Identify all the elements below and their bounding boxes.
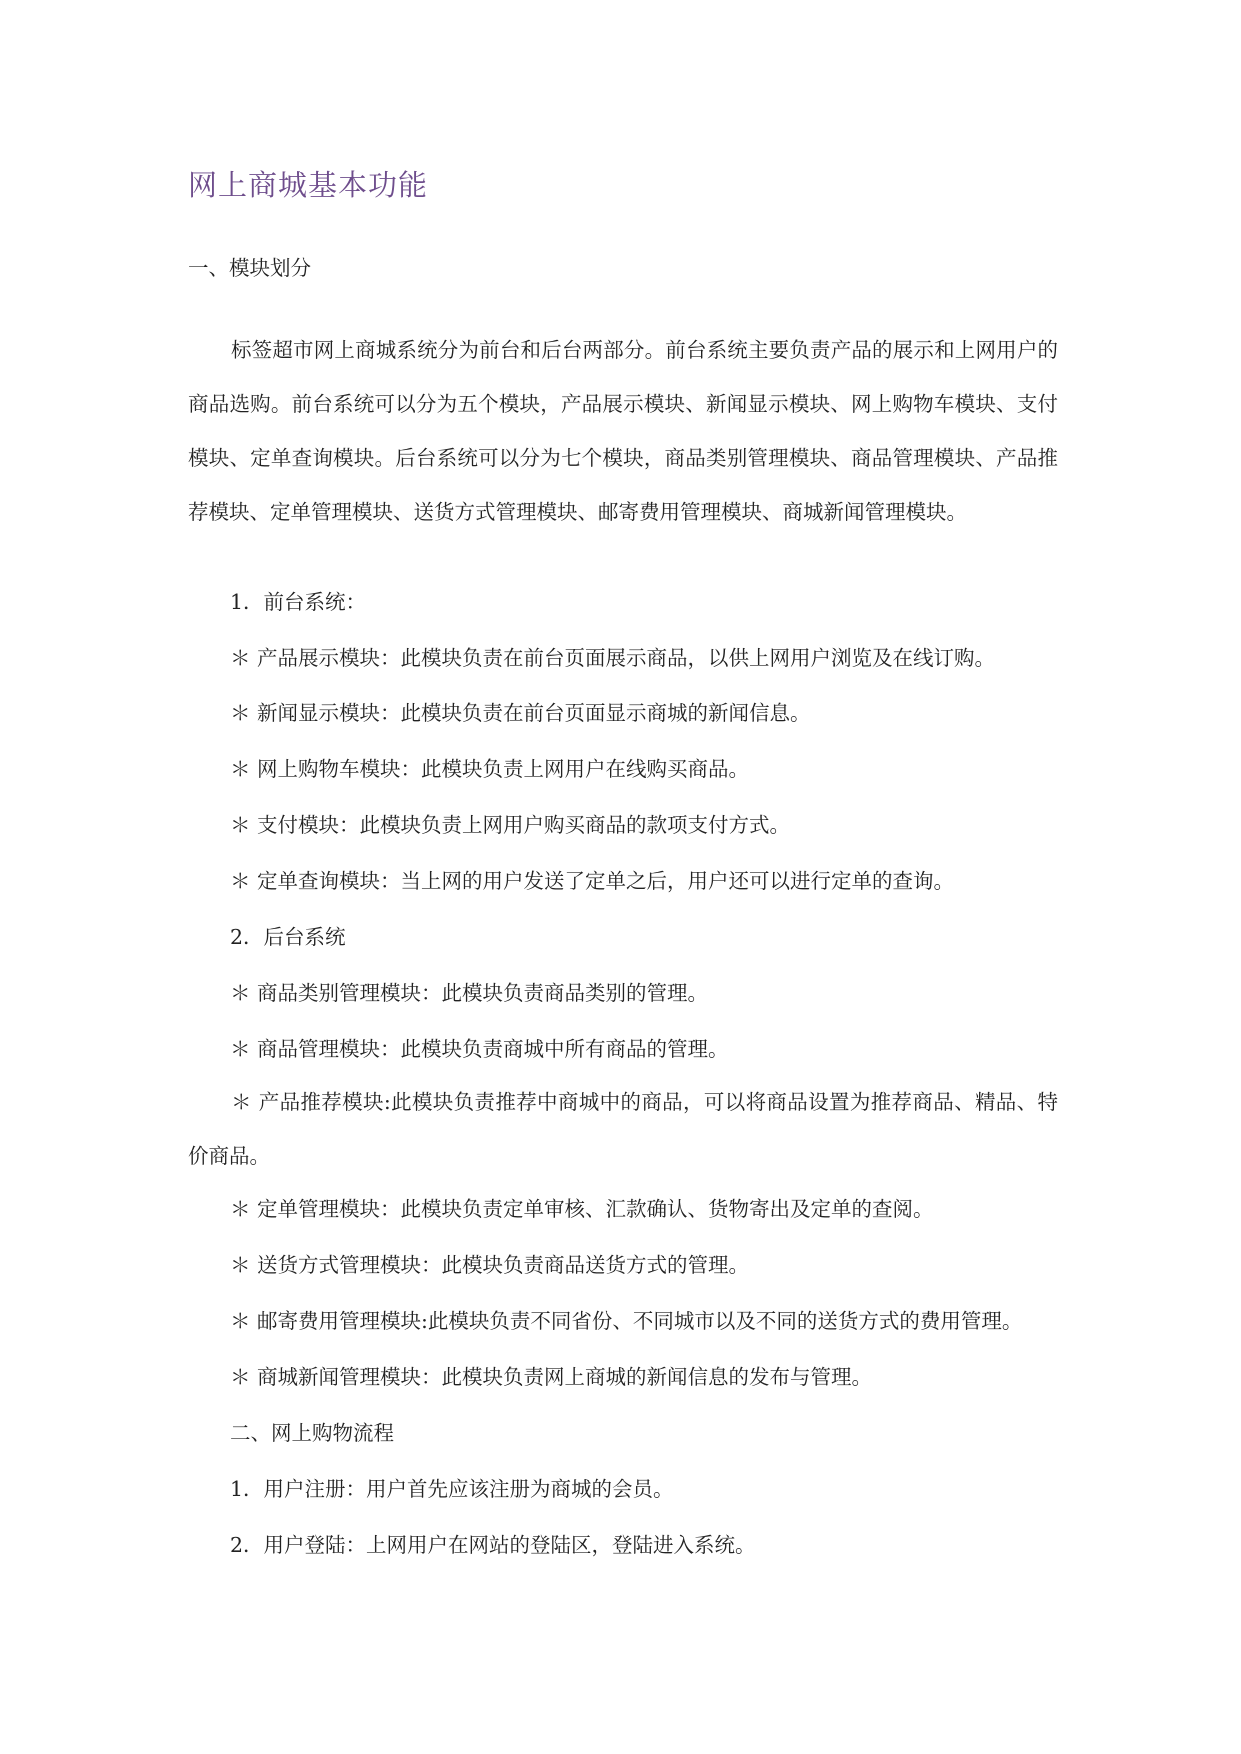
front-item: ＊ 支付模块：此模块负责上网用户购买商品的款项支付方式。: [230, 813, 791, 837]
back-item: ＊ 产品推荐模块:此模块负责推荐中商城中的商品，可以将商品设置为推荐商品、精品、特价商品。: [188, 1090, 1058, 1168]
flow-item: 1．用户注册：用户首先应该注册为商城的会员。: [230, 1477, 674, 1501]
back-item: ＊ 商品管理模块：此模块负责商城中所有商品的管理。: [230, 1037, 729, 1061]
back-item: ＊ 商品类别管理模块：此模块负责商品类别的管理。: [230, 981, 709, 1005]
section1-heading: 一、模块划分: [188, 256, 311, 280]
document-title: 网上商城基本功能: [188, 168, 429, 202]
back-item: ＊ 商城新闻管理模块：此模块负责网上商城的新闻信息的发布与管理。: [230, 1365, 873, 1389]
front-item: ＊ 新闻显示模块：此模块负责在前台页面显示商城的新闻信息。: [230, 701, 811, 725]
back-item: ＊ 邮寄费用管理模块:此模块负责不同省份、不同城市以及不同的送货方式的费用管理。: [230, 1309, 1023, 1333]
back-system-heading: 2．后台系统: [230, 925, 346, 949]
front-item: ＊ 网上购物车模块：此模块负责上网用户在线购买商品。: [230, 757, 750, 781]
back-item: ＊ 送货方式管理模块：此模块负责商品送货方式的管理。: [230, 1253, 750, 1277]
front-item: ＊ 定单查询模块：当上网的用户发送了定单之后，用户还可以进行定单的查询。: [230, 869, 955, 893]
front-system-heading: 1．前台系统：: [230, 590, 367, 614]
section2-heading: 二、网上购物流程: [230, 1421, 394, 1445]
flow-item: 2．用户登陆：上网用户在网站的登陆区，登陆进入系统。: [230, 1533, 756, 1557]
back-item: ＊ 定单管理模块：此模块负责定单审核、汇款确认、货物寄出及定单的查阅。: [230, 1197, 934, 1221]
front-item: ＊ 产品展示模块：此模块负责在前台页面展示商品，以供上网用户浏览及在线订购。: [230, 646, 996, 670]
intro-paragraph: 标签超市网上商城系统分为前台和后台两部分。前台系统主要负责产品的展示和上网用户的商品选购。前台系统可以分为五个模块，产品展示模块、新闻显示模块、网上购物车模块、支付模块、定单查询模块。后台系统可以分为七个模块，商品类别管理模块、商品管理模块、产品推荐模块、定单管理模块、送货方式管理模块、邮寄费用管理模块、商城新闻管理模块。: [188, 338, 1058, 524]
